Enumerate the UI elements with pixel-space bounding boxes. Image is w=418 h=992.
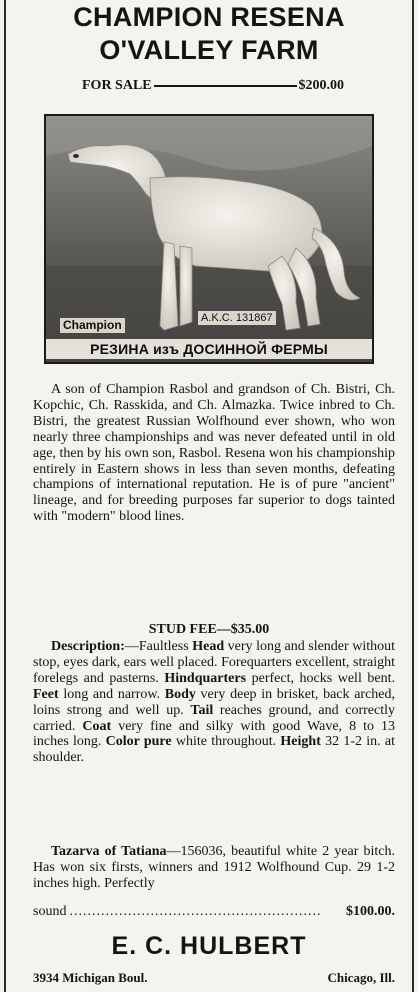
for-sale-label: FOR SALE: [82, 78, 152, 93]
head-text: very long and slender without stop, eyes dark, ears well placed. Forequarters excellent, straight forelegs and pasterns.: [33, 639, 396, 686]
for-sale-line: [82, 76, 344, 96]
tazarva-text: —156036, beautiful white 2 year bitch. Has won six firsts, winners and 1912 Wolfhound Cup. 29 1-2 inches high. Perfectly: [33, 844, 395, 891]
intro-paragraph: A son of Champion Rasbol and grandson of Ch. Bistri, Ch. Kopchic, Ch. Rasskida, and Ch. Almazka. Twice inbred to Ch. Bistri, the greatest Russian Wolfhound ever shown, who won nearly three championships and was never defeated until in old age, then by his own son, Rasbol. Resena won his championship entirely in Eastern shows in less than seven months, defeating champions of international reputation. He is of pure "ancient" lineage, and for breeding purposes far superior to dogs tainted with "modern" blood lines.: [33, 382, 395, 525]
tazarva-paragraph: [33, 844, 395, 892]
right-border-rule: [412, 0, 414, 992]
tazarva-name: Tazarva of Tatiana: [51, 844, 167, 859]
body-label: Body: [164, 686, 196, 702]
photo-caption-akc-number: A.K.C. 131867: [198, 311, 276, 325]
hindquarters-text: perfect, hocks well bent.: [246, 670, 395, 686]
description-label: Description:: [51, 639, 125, 654]
seller-address-line: [33, 970, 395, 986]
height-label: Height: [280, 734, 321, 750]
coat-label: Coat: [82, 718, 112, 734]
seller-name: E. C. HULBERT: [111, 932, 307, 960]
tail-text: reaches ground, and correctly carried.: [33, 702, 395, 734]
tazarva-last-word: sound: [33, 904, 67, 919]
body-text: very deep in brisket, back arched, loins strong and well up.: [33, 686, 396, 718]
title-line-1: CHAMPION RESENA: [73, 2, 345, 32]
dot-leader: ........................................................: [69, 904, 322, 919]
stud-fee-heading: STUD FEE—$35.00: [148, 622, 270, 637]
photo-caption-russian: РЕЗИНА изъ ДОСИННОЙ ФЕРМЫ: [46, 339, 372, 359]
city: Chicago, Ill.: [327, 970, 395, 985]
dog-photograph: [44, 114, 374, 364]
height-text: 32 1-2 in. at shoulder.: [33, 734, 396, 766]
color-text: white throughout.: [171, 734, 281, 750]
for-sale-price: $200.00: [298, 78, 344, 93]
left-border-rule: [4, 0, 6, 992]
description-text: —Faultless: [124, 639, 193, 654]
for-sale-rule: [154, 85, 297, 87]
description-paragraph: [33, 639, 395, 766]
tail-label: Tail: [190, 702, 214, 718]
photo-caption-champion: Champion: [60, 318, 125, 333]
feet-text: long and narrow.: [58, 686, 165, 702]
color-label: Color pure: [105, 734, 172, 750]
hindquarters-label: Hindquarters: [164, 670, 247, 686]
tazarva-price: $100.00.: [346, 904, 395, 919]
feet-label: Feet: [33, 686, 59, 702]
street-address: 3934 Michigan Boul.: [33, 970, 148, 985]
head-label: Head: [192, 639, 225, 654]
tazarva-price-line: [33, 904, 395, 920]
title-line-2: O'VALLEY FARM: [99, 35, 319, 65]
coat-text: very fine and silky with good Wave, 8 to 13 inches long.: [33, 718, 396, 750]
